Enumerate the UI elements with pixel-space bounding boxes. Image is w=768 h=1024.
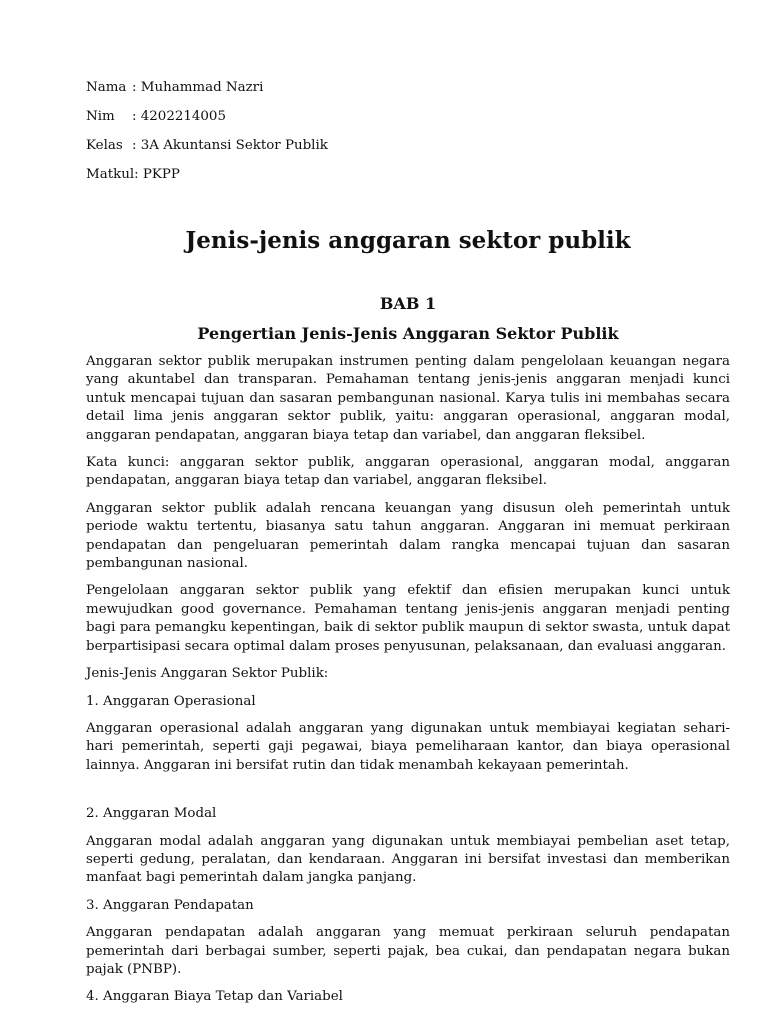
paragraph-pendapatan: Anggaran pendapatan adalah anggaran yang memuat perkiraan seluruh pendapatan pemerintah dari berbagai sumber, seperti pajak, bea cukai, dan pendapatan negara bukan pajak (PNBP). (86, 925, 730, 977)
heading-operasional: 1. Anggaran Operasional (86, 693, 256, 709)
meta-row-nim (86, 108, 730, 126)
heading-modal: 2. Anggaran Modal (86, 806, 217, 822)
meta-row-matkul (86, 166, 730, 184)
meta-row-nama (86, 79, 730, 97)
paragraph-modal: Anggaran modal adalah anggaran yang digunakan untuk membiayai pembelian aset tetap, seperti gedung, peralatan, dan kendaraan. Anggaran ini bersifat investasi dan memberikan manfaat bagi pemerintah dalam jangka panjang. (86, 833, 730, 886)
kelas-value: : 3A Akuntansi Sektor Publik (132, 138, 328, 153)
nim-label: Nim (86, 109, 115, 124)
paragraph-keywords: Kata kunci: anggaran sektor publik, anggaran operasional, anggaran modal, anggaran pendapatan, anggaran biaya tetap dan variabel, anggaran fleksibel. (86, 455, 730, 489)
nama-value: : Muhammad Nazri (132, 80, 264, 95)
paragraph-intro: Anggaran sektor publik merupakan instrumen penting dalam pengelolaan keuangan negara yang akuntabel dan transparan. Pemahaman tentang jenis-jenis anggaran menjadi kunci untuk mencapai tujuan dan sasaran pembangunan nasional. Karya tulis ini membahas secara detail lima jenis anggaran sektor publik, yaitu: anggaran operasional, anggaran modal, anggaran pendapatan, anggaran biaya tetap dan variabel, dan anggaran fleksibel. (86, 354, 730, 443)
kelas-label: Kelas (86, 138, 123, 153)
paragraph-definition: Anggaran sektor publik adalah rencana keuangan yang disusun oleh pemerintah untuk periode waktu tertentu, biasanya satu tahun anggaran. Anggaran ini memuat perkiraan pendapatan dan pengeluaran pemerintah dalam rangka mencapai tujuan dan sasaran pembangunan nasional. (86, 500, 730, 572)
paragraph-governance: Pengelolaan anggaran sektor publik yang efektif dan efisien merupakan kunci untuk mewujudkan good governance. Pemahaman tentang jenis-jenis anggaran menjadi penting bagi para pemangku kepentingan, baik di sektor publik maupun di sektor swasta, untuk dapat berpartisipasi secara optimal dalam proses penyusunan, pelaksanaan, dan evaluasi anggaran. (86, 583, 730, 654)
matkul-text: Matkul: PKPP (86, 167, 180, 182)
nama-label: Nama (86, 80, 127, 95)
document-title: Jenis-jenis anggaran sektor publik (185, 227, 631, 254)
chapter-heading: BAB 1 (379, 294, 437, 313)
paragraph-operasional: Anggaran operasional adalah anggaran yang digunakan untuk membiayai kegiatan sehari-hari pemerintah, seperti gaji pegawai, biaya pemeliharaan kantor, dan biaya operasional lainnya. Anggaran ini bersifat rutin dan tidak menambah kekayaan pemerintah. (86, 720, 730, 773)
meta-row-kelas (86, 137, 730, 155)
heading-biaya-tetap-variabel: 4. Anggaran Biaya Tetap dan Variabel (86, 989, 343, 1005)
heading-pendapatan: 3. Anggaran Pendapatan (86, 897, 254, 913)
student-info (86, 79, 730, 184)
chapter-subtitle: Pengertian Jenis-Jenis Anggaran Sektor Publik (197, 324, 619, 343)
nim-value: : 4202214005 (132, 109, 226, 124)
section-list-heading: Jenis-Jenis Anggaran Sektor Publik: (86, 666, 329, 682)
